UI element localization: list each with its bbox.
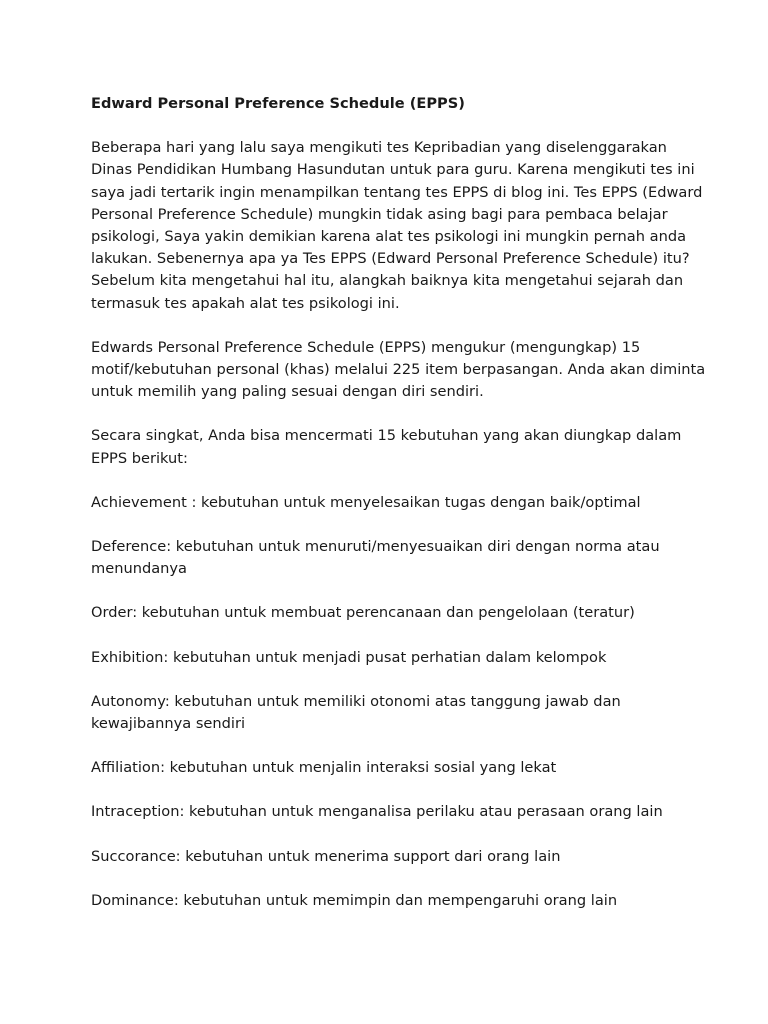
need-exhibition: Exhibition: kebutuhan untuk menjadi pusat perhatian dalam kelompok [91, 648, 607, 666]
need-affiliation: Affiliation: kebutuhan untuk menjalin interaksi sosial yang lekat [91, 759, 557, 777]
needs-intro-paragraph: Secara singkat, Anda bisa mencermati 15 kebutuhan yang akan diungkap dalam EPPS berikut: [91, 427, 682, 467]
epps-description-paragraph: Edwards Personal Preference Schedule (EPPS) mengukur (mengungkap) 15 motif/kebutuhan personal (khas) melalui 225 item berpasangan. Anda akan diminta untuk memilih yang paling sesuai dengan diri sendiri. [91, 338, 706, 401]
intro-paragraph: Beberapa hari yang lalu saya mengikuti tes Kepribadian yang diselenggarakan Dinas Pendidikan Humbang Hasundutan untuk para guru. Karena mengikuti tes ini saya jadi tertarik ingin menampilkan tentang tes EPPS di blog ini. Tes EPPS (Edward Personal Preference Schedule) mungkin tidak asing bagi para pembaca belajar psikologi, Saya yakin demikian karena alat tes psikologi ini mungkin pernah anda lakukan. Sebenernya apa ya Tes EPPS (Edward Personal Preference Schedule) itu? Sebelum kita mengetahui hal itu, alangkah baiknya kita mengetahui sejarah dan termasuk tes apakah alat tes psikologi ini. [91, 139, 703, 312]
need-order: Order: kebutuhan untuk membuat perencanaan dan pengelolaan (teratur) [91, 604, 635, 622]
need-succorance: Succorance: kebutuhan untuk menerima support dari orang lain [91, 847, 561, 865]
need-achievement: Achievement : kebutuhan untuk menyelesaikan tugas dengan baik/optimal [91, 493, 641, 511]
need-dominance: Dominance: kebutuhan untuk memimpin dan mempengaruhi orang lain [91, 891, 618, 909]
need-deference: Deference: kebutuhan untuk menuruti/menyesuaikan diri dengan norma atau menundanya [91, 538, 660, 578]
need-intraception: Intraception: kebutuhan untuk menganalisa perilaku atau perasaan orang lain [91, 803, 663, 821]
document-body [91, 93, 711, 934]
document-title: Edward Personal Preference Schedule (EPPS) [91, 95, 465, 112]
need-autonomy: Autonomy: kebutuhan untuk memiliki otonomi atas tanggung jawab dan kewajibannya sendiri [91, 692, 621, 733]
